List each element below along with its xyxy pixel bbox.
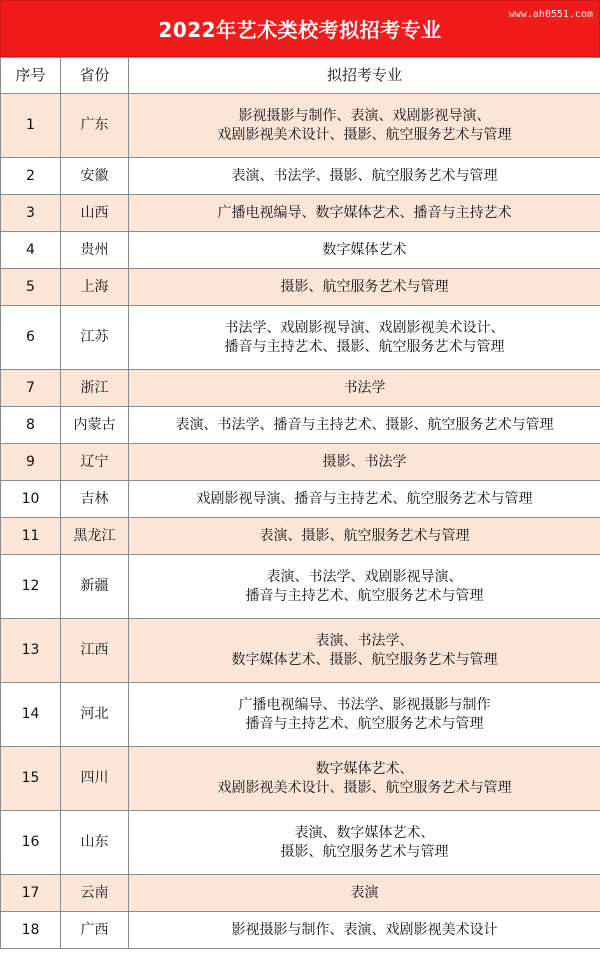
table-row [1, 232, 600, 269]
majors-line: 数字媒体艺术、 [315, 760, 414, 777]
table-row [1, 811, 600, 875]
majors-cell [129, 306, 600, 370]
province-cell: 浙江 [61, 370, 129, 407]
table-row [1, 875, 600, 912]
serial-number-cell: 1 [1, 94, 61, 158]
majors-line: 书法学、戏剧影视导演、戏剧影视美术设计、 [224, 319, 505, 336]
header-majors: 拟招考专业 [129, 58, 600, 94]
majors-line: 表演 [350, 884, 379, 901]
majors-cell [129, 94, 600, 158]
table-row [1, 555, 600, 619]
table-row [1, 747, 600, 811]
serial-number-cell: 14 [1, 683, 61, 747]
province-cell: 安徽 [61, 158, 129, 195]
majors-cell [129, 683, 600, 747]
majors-cell [129, 747, 600, 811]
watermark-text: www.ah0551.com [508, 9, 593, 20]
serial-number-cell: 6 [1, 306, 61, 370]
province-cell: 云南 [61, 875, 129, 912]
serial-number-cell: 18 [1, 912, 61, 949]
serial-number-cell: 13 [1, 619, 61, 683]
serial-number-cell: 15 [1, 747, 61, 811]
title-bar [0, 0, 600, 57]
serial-number-cell: 4 [1, 232, 61, 269]
majors-line: 数字媒体艺术、摄影、航空服务艺术与管理 [231, 651, 498, 668]
majors-cell [129, 619, 600, 683]
majors-line: 摄影、航空服务艺术与管理 [280, 843, 449, 860]
province-cell: 山东 [61, 811, 129, 875]
majors-cell [129, 444, 600, 481]
header-province: 省份 [61, 58, 129, 94]
table-body [1, 94, 600, 949]
majors-cell [129, 269, 600, 306]
majors-line: 表演、书法学、 [315, 632, 414, 649]
province-cell: 江苏 [61, 306, 129, 370]
serial-number-cell: 11 [1, 518, 61, 555]
majors-line: 摄影、航空服务艺术与管理 [280, 278, 449, 295]
majors-line: 表演、摄影、航空服务艺术与管理 [259, 527, 470, 544]
serial-number-cell: 17 [1, 875, 61, 912]
majors-line: 戏剧影视美术设计、摄影、航空服务艺术与管理 [217, 126, 512, 143]
serial-number-cell: 10 [1, 481, 61, 518]
majors-line: 影视摄影与制作、表演、戏剧影视导演、 [238, 107, 491, 124]
table-row [1, 306, 600, 370]
province-cell: 黑龙江 [61, 518, 129, 555]
serial-number-cell: 5 [1, 269, 61, 306]
majors-cell [129, 555, 600, 619]
province-cell: 新疆 [61, 555, 129, 619]
majors-line: 表演、书法学、戏剧影视导演、 [266, 568, 463, 585]
province-cell: 广西 [61, 912, 129, 949]
majors-line: 广播电视编导、数字媒体艺术、播音与主持艺术 [217, 204, 512, 221]
province-cell: 辽宁 [61, 444, 129, 481]
table-header-row [1, 58, 600, 94]
table-row [1, 195, 600, 232]
header-serial-number: 序号 [1, 58, 61, 94]
serial-number-cell: 16 [1, 811, 61, 875]
majors-line: 广播电视编导、书法学、影视摄影与制作 [238, 696, 491, 713]
majors-table [0, 57, 600, 949]
page-title: 2022年艺术类校考拟招考专业 [158, 18, 442, 42]
majors-cell [129, 232, 600, 269]
province-cell: 吉林 [61, 481, 129, 518]
province-cell: 四川 [61, 747, 129, 811]
province-cell: 广东 [61, 94, 129, 158]
table-row [1, 370, 600, 407]
table-row [1, 912, 600, 949]
majors-cell [129, 481, 600, 518]
majors-cell [129, 811, 600, 875]
majors-line: 数字媒体艺术 [322, 241, 407, 258]
table-row [1, 269, 600, 306]
majors-cell [129, 518, 600, 555]
serial-number-cell: 7 [1, 370, 61, 407]
majors-cell [129, 370, 600, 407]
majors-line: 播音与主持艺术、航空服务艺术与管理 [245, 715, 484, 732]
table-row [1, 158, 600, 195]
table-row [1, 518, 600, 555]
majors-line: 播音与主持艺术、航空服务艺术与管理 [245, 587, 484, 604]
table-row [1, 444, 600, 481]
majors-line: 表演、书法学、摄影、航空服务艺术与管理 [231, 167, 498, 184]
majors-cell [129, 407, 600, 444]
majors-cell [129, 875, 600, 912]
majors-line: 影视摄影与制作、表演、戏剧影视美术设计 [231, 921, 498, 938]
table-row [1, 481, 600, 518]
province-cell: 上海 [61, 269, 129, 306]
majors-line: 戏剧影视美术设计、摄影、航空服务艺术与管理 [217, 779, 512, 796]
province-cell: 贵州 [61, 232, 129, 269]
serial-number-cell: 12 [1, 555, 61, 619]
majors-line: 表演、数字媒体艺术、 [294, 824, 435, 841]
province-cell: 河北 [61, 683, 129, 747]
table-row [1, 619, 600, 683]
majors-cell [129, 195, 600, 232]
province-cell: 山西 [61, 195, 129, 232]
province-cell: 江西 [61, 619, 129, 683]
table-row [1, 683, 600, 747]
majors-line: 书法学 [343, 379, 386, 396]
majors-line: 播音与主持艺术、摄影、航空服务艺术与管理 [224, 338, 505, 355]
serial-number-cell: 2 [1, 158, 61, 195]
province-cell: 内蒙古 [61, 407, 129, 444]
majors-cell [129, 158, 600, 195]
majors-cell [129, 912, 600, 949]
majors-line: 摄影、书法学 [322, 453, 407, 470]
table-row [1, 94, 600, 158]
majors-line: 表演、书法学、播音与主持艺术、摄影、航空服务艺术与管理 [175, 416, 554, 433]
serial-number-cell: 9 [1, 444, 61, 481]
majors-line: 戏剧影视导演、播音与主持艺术、航空服务艺术与管理 [196, 490, 533, 507]
serial-number-cell: 3 [1, 195, 61, 232]
serial-number-cell: 8 [1, 407, 61, 444]
table-row [1, 407, 600, 444]
